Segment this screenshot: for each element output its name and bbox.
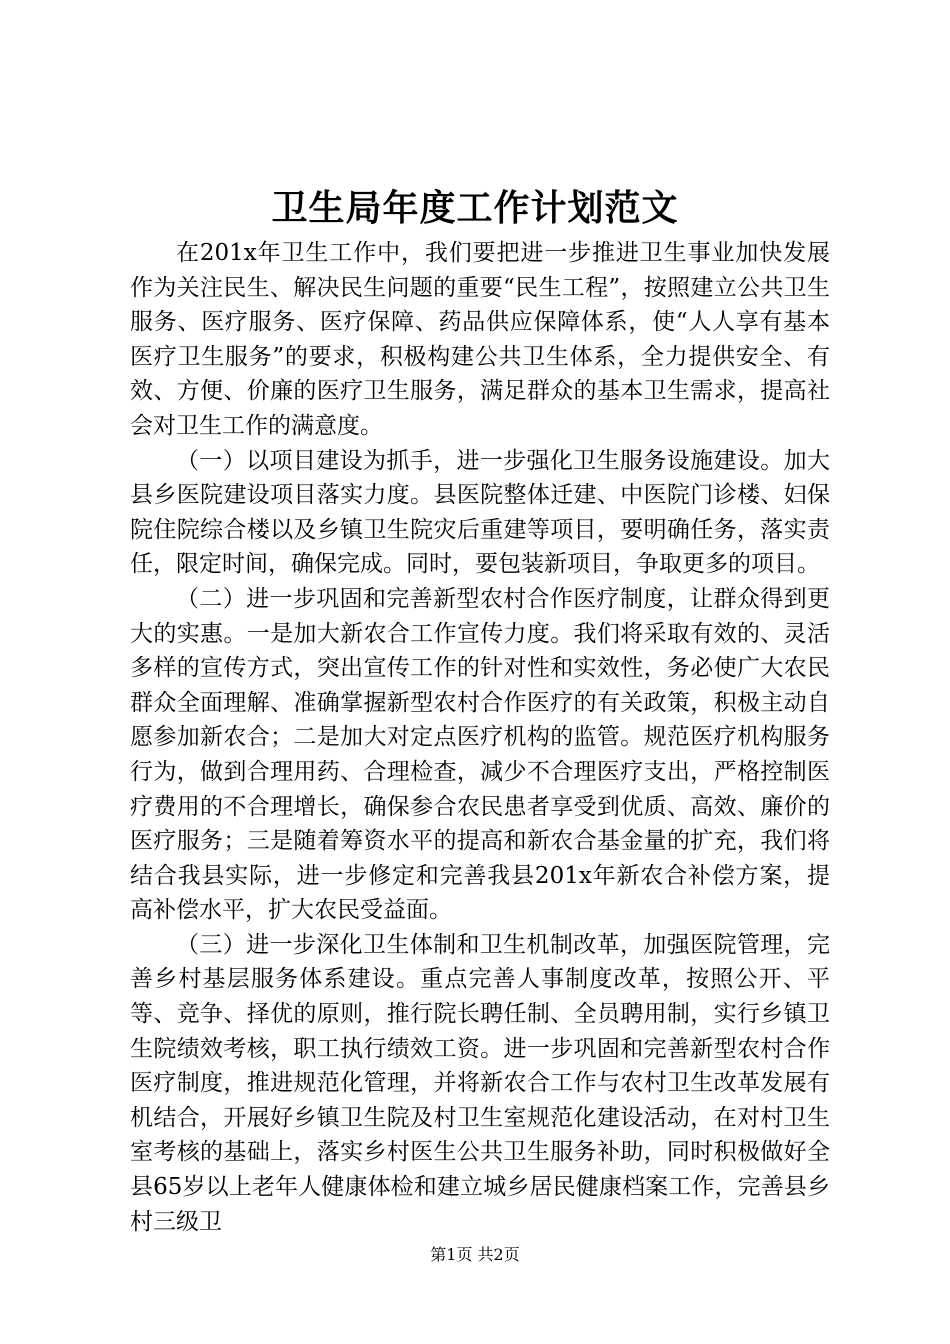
page-footer: 第1页 共2页 [430, 1245, 520, 1264]
paragraph-section-3: （三）进一步深化卫生体制和卫生机制改革，加强医院管理，完善乡村基层服务体系建设。重点完善人事制度改革，按照公开、平等、竞争、择优的原则，推行院长聘任制、全员聘用制，实行乡镇卫生院绩效考核，职工执行绩效工资。进一步巩固和完善新型农村合作医疗制度，推进规范化管理，并将新农合工作与农村卫生改革发展有机结合，开展好乡镇卫生院及村卫生室规范化建设活动，在对村卫生室考核的基础上，落实乡村医生公共卫生服务补助，同时积极做好全县65岁以上老年人健康体检和建立城乡居民健康档案工作，完善县乡村三级卫 [130, 931, 830, 1235]
document-body [130, 236, 830, 1239]
document-title: 卫生局年度工作计划范文 [271, 187, 679, 229]
paragraph-intro: 在201x年卫生工作中，我们要把进一步推进卫生事业加快发展作为关注民生、解决民生问题的重要“民生工程”，按照建立公共卫生服务、医疗服务、医疗保障、药品供应保障体系，使“人人享有基本医疗卫生服务”的要求，积极构建公共卫生体系，全力提供安全、有效、方便、价廉的医疗卫生服务，满足群众的基本卫生需求，提高社会对卫生工作的满意度。 [130, 240, 830, 439]
paragraph-section-2: （二）进一步巩固和完善新型农村合作医疗制度，让群众得到更大的实惠。一是加大新农合工作宣传力度。我们将采取有效的、灵活多样的宣传方式，突出宣传工作的针对性和实效性，务必使广大农民群众全面理解、准确掌握新型农村合作医疗的有关政策，积极主动自愿参加新农合；二是加大对定点医疗机构的监管。规范医疗机构服务行为，做到合理用药、合理检查，减少不合理医疗支出，严格控制医疗费用的不合理增长，确保参合农民患者享受到优质、高效、廉价的医疗服务；三是随着筹资水平的提高和新农合基金量的扩充，我们将结合我县实际，进一步修定和完善我县201x年新农合补偿方案，提高补偿水平，扩大农民受益面。 [130, 585, 830, 924]
paragraph-section-1: （一）以项目建设为抓手，进一步强化卫生服务设施建设。加大县乡医院建设项目落实力度。县医院整体迁建、中医院门诊楼、妇保院住院综合楼以及乡镇卫生院灾后重建等项目，要明确任务，落实责任，限定时间，确保完成。同时，要包装新项目，争取更多的项目。 [130, 447, 830, 578]
